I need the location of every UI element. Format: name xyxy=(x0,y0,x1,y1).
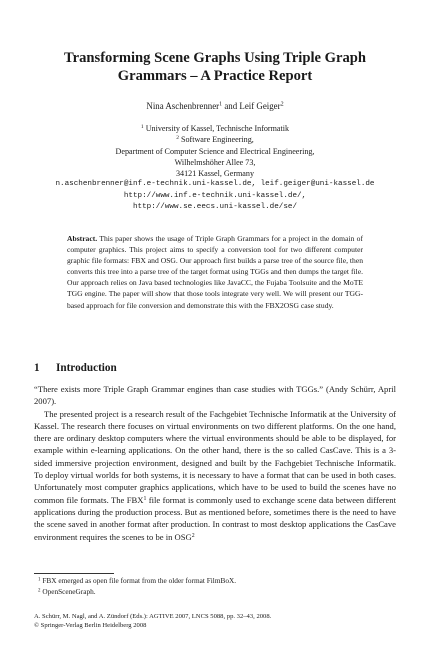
title-line-2: Grammars – A Practice Report xyxy=(117,68,313,84)
footnote-ref-2[interactable]: 2 xyxy=(191,532,195,539)
publication-info xyxy=(34,612,396,630)
abstract xyxy=(67,233,363,311)
copyright-notice: © Springer-Verlag Berlin Heidelberg 2008 xyxy=(34,622,147,629)
affiliation-2-mark: 2 xyxy=(176,135,179,142)
affiliations xyxy=(0,123,430,213)
affiliation-1-mark: 1 xyxy=(140,123,144,130)
paragraph-main xyxy=(34,408,396,543)
author-conjunction: and xyxy=(222,101,240,111)
footnote-1-text: FBX emerged as open file format from the older format FilmBoX. xyxy=(42,576,237,585)
section-title: Introduction xyxy=(56,362,117,374)
affiliation-1 xyxy=(0,123,430,134)
footnotes xyxy=(34,576,396,597)
paragraph-quote: “There exists more Triple Graph Grammar engines than case studies with TGGs.” (Andy Schürr, April 2007). xyxy=(34,384,396,407)
footnote-2 xyxy=(34,587,396,598)
author-1-mark: 1 xyxy=(219,101,223,108)
affiliation-department: Department of Computer Science and Electrical Engineering, xyxy=(115,146,315,156)
section-number: 1 xyxy=(34,362,40,374)
footnote-rule xyxy=(34,573,114,574)
author-2: Leif Geiger xyxy=(239,101,281,111)
section-body xyxy=(34,383,396,543)
abstract-text: This paper shows the usage of Triple Graph Grammars for a project in the domain of computer graphics. This project aims to specify a conversion tool for two different computer graphic file formats: FBX and OSG. Our approach first builds a parse tree of the source file, then converts this tree into a parse tree of the target format using TGGs and then dumps the target file. Our approach relies on Java based technologies like JavaCC, the Fujaba Toolsuite and the MoTE TGG engine. The paper will show that those tools integrate very well. We will present our TGG-based approach for file conversion and demonstrate this with the FBX2OSG case study. xyxy=(67,234,364,310)
footnote-2-mark: 2 xyxy=(38,587,41,593)
footnote-ref-1[interactable]: 1 xyxy=(143,495,147,502)
section-heading xyxy=(34,362,117,374)
affiliation-2 xyxy=(0,134,430,145)
abstract-label: Abstract. xyxy=(67,234,98,243)
author-emails[interactable]: n.aschenbrenner@inf.e-technik.uni-kassel.de, leif.geiger@uni-kassel.de xyxy=(55,180,375,189)
publication-citation: A. Schürr, M. Nagl, and A. Zündorf (Eds.): AGTIVE 2007, LNCS 5088, pp. 32–43, 2008. xyxy=(34,613,272,620)
paragraph-main-part-2: file format is commonly used to exchange scene data between different applications during the production process. But as mentioned before, sometimes there is the need to have the scene saved in another format after production. In contrast to most desktop applications the CasCave environment requires the scenes to be in OSG xyxy=(34,494,396,542)
footnote-1 xyxy=(34,576,396,587)
affiliation-2-text: Software Engineering, xyxy=(180,135,254,145)
affiliation-street: Wilhelmshöher Allee 73, xyxy=(174,157,256,167)
author-line xyxy=(0,101,430,111)
footnote-1-mark: 1 xyxy=(38,577,41,583)
title-line-1: Transforming Scene Graphs Using Triple Graph xyxy=(63,50,367,66)
url-2[interactable]: http://www.se.eecs.uni-kassel.de/se/ xyxy=(132,203,298,212)
footnote-2-text: OpenSceneGraph. xyxy=(42,586,96,596)
affiliation-1-text: University of Kassel, Technische Informatik xyxy=(145,124,290,133)
author-1: Nina Aschenbrenner xyxy=(146,101,220,111)
author-2-mark: 2 xyxy=(280,101,284,108)
paragraph-main-part-1: The presented project is a research result of the Fachgebiet Technische Informatik at the University of Kassel. The research there focuses on virtual environments on two different platforms. On the one hand, there are ordinary desktop computers where the virtual environments should be able to be displayed, for example within e-learning applications. On the other hand, there is the so called CasCave. This is a 3-sided immersive projection environment, designed and built by the Fachgebiet Technische Informatik. To deploy virtual worlds for both systems, it is necessary to have a format that can be used in both cases. Unfortunately most computer graphics applications, which have to be used to build the scenes have no common file formats. The FBX xyxy=(34,408,396,505)
url-1[interactable]: http://www.inf.e-technik.uni-kassel.de/, xyxy=(123,191,307,200)
affiliation-city: 34121 Kassel, Germany xyxy=(176,169,254,179)
paper-title xyxy=(0,49,430,85)
